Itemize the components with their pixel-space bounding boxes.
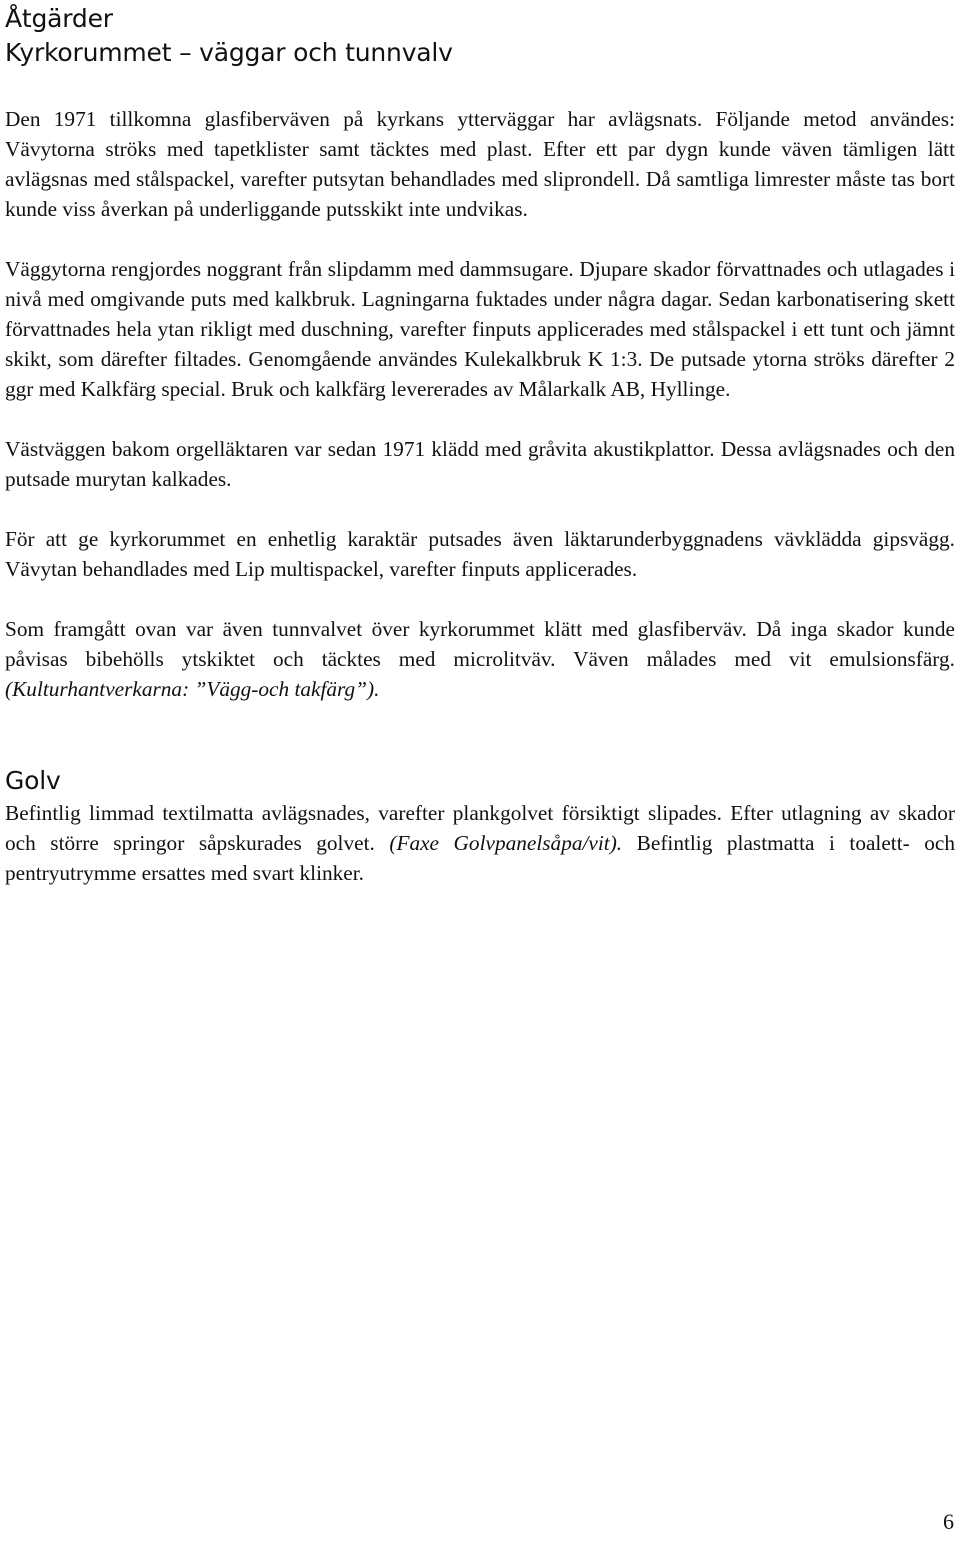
- section-title: Åtgärder: [5, 4, 113, 33]
- section-subtitle: Kyrkorummet – väggar och tunnvalv: [5, 38, 453, 67]
- reference-kulturhantverkarna: (Kulturhantverkarna: ”Vägg-och takfärg”).: [5, 677, 380, 701]
- reference-faxe: (Faxe Golvpanelsåpa/vit).: [389, 831, 623, 855]
- paragraph-golv-text-b: Befintlig plastmatta i toalett- och pentryutrymme ersattes med svart klinker.: [5, 831, 956, 885]
- document-page: [5, 2, 955, 888]
- paragraph-glasfibervav: Den 1971 tillkomna glasfiberväven på kyrkans ytterväggar har avlägsnats. Följande metod användes: Vävytorna ströks med tapetklister samt täcktes med plast. Efter ett par dygn kunde väven tämligen lätt avlägsnas med stålspackel, varefter putsytan behandlades med sliprondell. Då samtliga limrester måste tas bort kunde viss åverkan på underliggande putsskikt inte undvikas.: [5, 107, 955, 221]
- page-number: 6: [943, 1509, 954, 1534]
- paragraph-gipsvagg: För att ge kyrkorummet en enhetlig karaktär putsades även läktarunderbyggnadens vävklädda gipsvägg. Vävytan behandlades med Lip multispackel, varefter finputs applicerades.: [5, 527, 955, 581]
- paragraph-vastvaggen: Västväggen bakom orgelläktaren var sedan 1971 klädd med gråvita akustikplattor. Dessa avlägsnades och den putsade murytan kalkades.: [5, 437, 955, 491]
- paragraph-tunnvalvet-text: Som framgått ovan var även tunnvalvet över kyrkorummet klätt med glasfiberväv. Då inga skador kunde påvisas bibehölls ytskiktet och täcktes med microlitväv. Väven målades med vit emulsionsfärg.: [5, 617, 955, 671]
- paragraph-golv: [5, 798, 955, 888]
- paragraph-vaggytorna: Väggytorna rengjordes noggrant från slipdamm med dammsugare. Djupare skador förvattnades och utlagades i nivå med omgivande puts med kalkbruk. Lagningarna fuktades under några dagar. Sedan karbonatisering skett förvattnades hela ytan rikligt med duschning, varefter finputs applicerades med stålspackel i ett tunt och jämnt skikt, som därefter filtades. Genomgående användes Kulekalkbruk K 1:3. De putsade ytorna ströks därefter 2 ggr med Kalkfärg special. Bruk och kalkfärg levererades av Målarkalk AB, Hyllinge.: [5, 257, 955, 401]
- paragraph-golv-text-a: Befintlig limmad textilmatta avlägsnades, varefter plankgolvet försiktigt slipades. Efter utlagning av skador och större springor såpskurades golvet.: [5, 801, 955, 855]
- paragraph-tunnvalvet: [5, 614, 955, 704]
- golv-heading: Golv: [5, 766, 61, 795]
